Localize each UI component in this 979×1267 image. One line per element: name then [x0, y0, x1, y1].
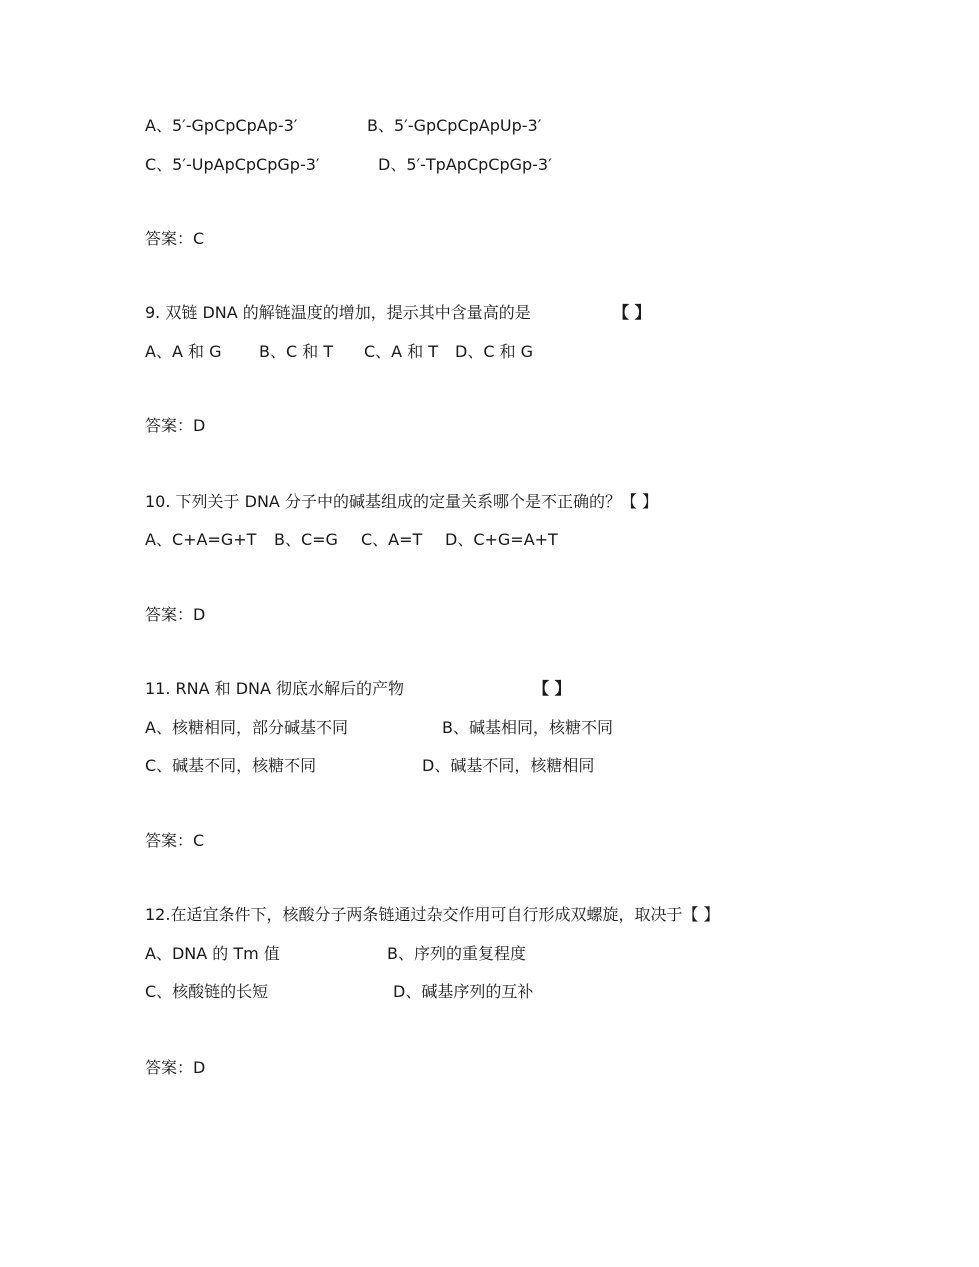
q9-question: 9. 双链 DNA 的解链温度的增加，提示其中含量高的是: [145, 303, 531, 322]
q12-option-b: B、序列的重复程度: [387, 944, 526, 963]
q9-option-b: B、C 和 T: [259, 342, 334, 361]
q8-option-c: C、5′-UpApCpCpGp-3′: [145, 155, 320, 174]
q8-answer: 答案：C: [145, 229, 205, 248]
q9-option-d: D、C 和 G: [455, 342, 534, 361]
q8-option-d: D、5′-TpApCpCpGp-3′: [378, 155, 552, 174]
q12-option-a: A、DNA 的 Tm 值: [145, 944, 280, 963]
q11-option-b: B、碱基相同，核糖不同: [442, 718, 613, 737]
q11-bracket: 【 】: [533, 679, 571, 698]
q11-option-c: C、碱基不同，核糖不同: [145, 756, 317, 775]
q8-option-b: B、5′-GpCpCpApUp-3′: [367, 116, 542, 135]
q11-question: 11. RNA 和 DNA 彻底水解后的产物: [145, 679, 405, 698]
q10-option-a: A、C+A=G+T: [145, 530, 257, 549]
q10-option-d: D、C+G=A+T: [445, 530, 558, 549]
q10-question: 10. 下列关于 DNA 分子中的碱基组成的定量关系哪个是不正确的？【 】: [145, 492, 659, 511]
q9-bracket: 【 】: [613, 303, 651, 322]
q12-answer: 答案：D: [145, 1058, 206, 1077]
q10-option-c: C、A=T: [361, 530, 423, 549]
q9-answer: 答案：D: [145, 416, 206, 435]
q11-option-a: A、核糖相同，部分碱基不同: [145, 718, 348, 737]
q8-option-a: A、5′-GpCpCpAp-3′: [145, 116, 298, 135]
q9-option-c: C、A 和 T: [364, 342, 439, 361]
q11-answer: 答案：C: [145, 831, 205, 850]
q12-option-d: D、碱基序列的互补: [393, 982, 534, 1001]
q10-answer: 答案：D: [145, 605, 206, 624]
q12-question: 12.在适宜条件下，核酸分子两条链通过杂交作用可自行形成双螺旋，取决于【 】: [145, 905, 720, 924]
q12-option-c: C、核酸链的长短: [145, 982, 269, 1001]
q11-option-d: D、碱基不同，核糖相同: [422, 756, 595, 775]
q10-option-b: B、C=G: [274, 530, 338, 549]
q9-option-a: A、A 和 G: [145, 342, 222, 361]
